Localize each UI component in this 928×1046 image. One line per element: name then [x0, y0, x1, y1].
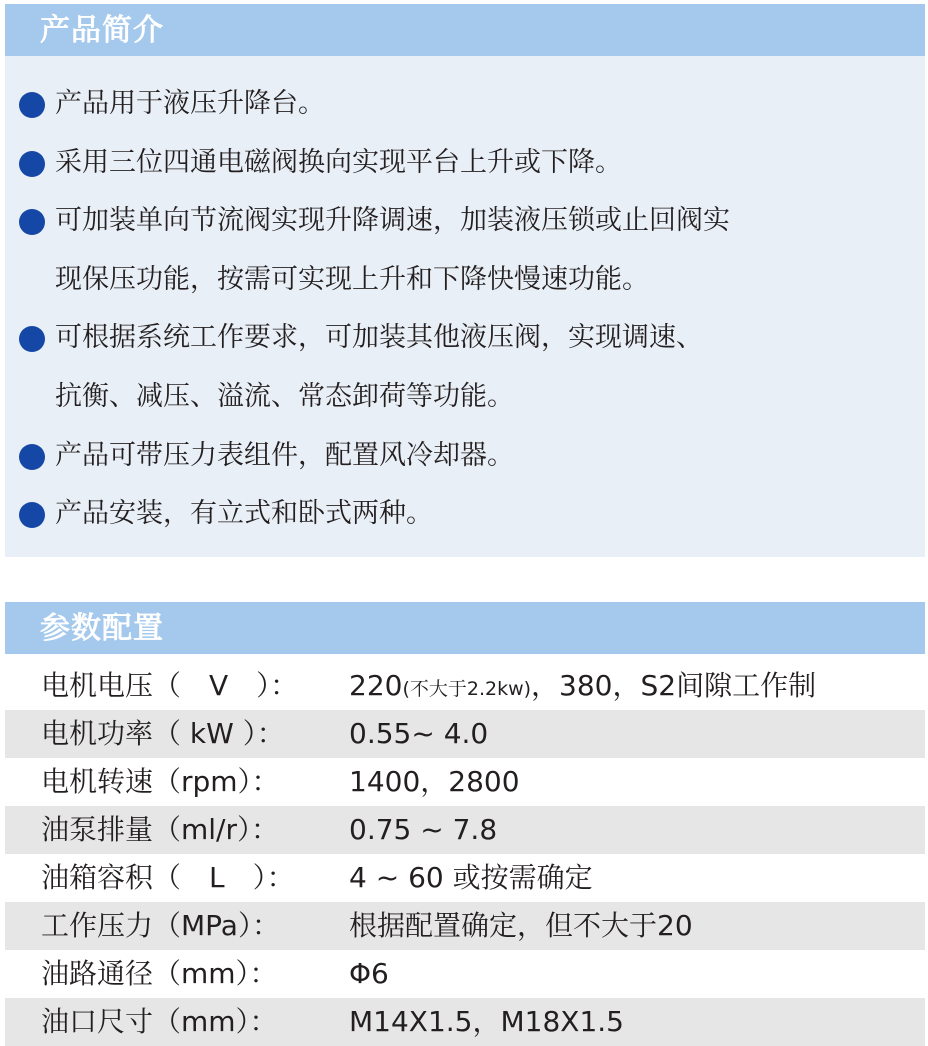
- param-label: 油泵排量（ml/r）：: [41, 813, 280, 846]
- params-section-title: 参数配置: [5, 602, 925, 654]
- param-label: 油口尺寸（mm）：: [41, 1005, 278, 1038]
- param-row-displacement: [5, 806, 925, 854]
- intro-item-text: 可根据系统工作要求，可加装其他液压阀，实现调速、: [55, 322, 703, 353]
- bullet-icon: [19, 326, 45, 352]
- intro-item-text: 采用三位四通电磁阀换向实现平台上升或下降。: [55, 147, 622, 178]
- param-row-bore: [5, 950, 925, 998]
- param-value-main: 220: [349, 669, 403, 702]
- param-value-rest: ，380，S2间隙工作制: [531, 669, 817, 702]
- param-value: 根据配置确定，但不大于20: [349, 909, 693, 942]
- param-row-speed: [5, 758, 925, 806]
- param-value: 1400，2800: [349, 765, 520, 798]
- param-row-power: [5, 710, 925, 758]
- param-value-note: (不大于2.2kw): [402, 678, 532, 700]
- bullet-icon: [19, 151, 45, 177]
- param-row-pressure: [5, 902, 925, 950]
- intro-section-title: 产品简介: [5, 4, 925, 56]
- param-label: 电机转速（rpm）：: [41, 765, 280, 798]
- param-row-voltage: [5, 662, 925, 710]
- param-label: 电机功率（ kW ）：: [41, 717, 285, 750]
- param-label: 电机电压（ V ）：: [41, 669, 299, 702]
- param-row-port-size: [5, 998, 925, 1046]
- intro-item-text: 可加装单向节流阀实现升降调速，加装液压锁或止回阀实: [55, 205, 730, 236]
- param-value: Φ6: [349, 957, 389, 990]
- bullet-icon: [19, 502, 45, 528]
- intro-item-text: 产品安装，有立式和卧式两种。: [55, 498, 433, 529]
- param-row-tank-volume: [5, 854, 925, 902]
- intro-item-text: 产品可带压力表组件，配置风冷却器。: [55, 440, 514, 471]
- intro-item-text: 产品用于液压升降台。: [55, 88, 325, 119]
- param-value: 0.55~ 4.0: [349, 717, 489, 750]
- param-value: [349, 662, 816, 713]
- product-intro-panel: [5, 4, 925, 557]
- param-label: 工作压力（MPa）：: [41, 909, 280, 942]
- intro-item-text: 抗衡、减压、溢流、常态卸荷等功能。: [55, 381, 514, 412]
- param-value: 0.75 ~ 7.8: [349, 813, 498, 846]
- param-value: 4 ~ 60 或按需确定: [349, 861, 593, 894]
- param-label: 油路通径（mm）：: [41, 957, 278, 990]
- bullet-icon: [19, 444, 45, 470]
- bullet-icon: [19, 209, 45, 235]
- param-label: 油箱容积（ L ）：: [41, 861, 295, 894]
- params-panel: [5, 602, 925, 1046]
- param-value: M14X1.5，M18X1.5: [349, 1005, 624, 1038]
- intro-item-text: 现保压功能，按需可实现上升和下降快慢速功能。: [55, 264, 649, 295]
- bullet-icon: [19, 92, 45, 118]
